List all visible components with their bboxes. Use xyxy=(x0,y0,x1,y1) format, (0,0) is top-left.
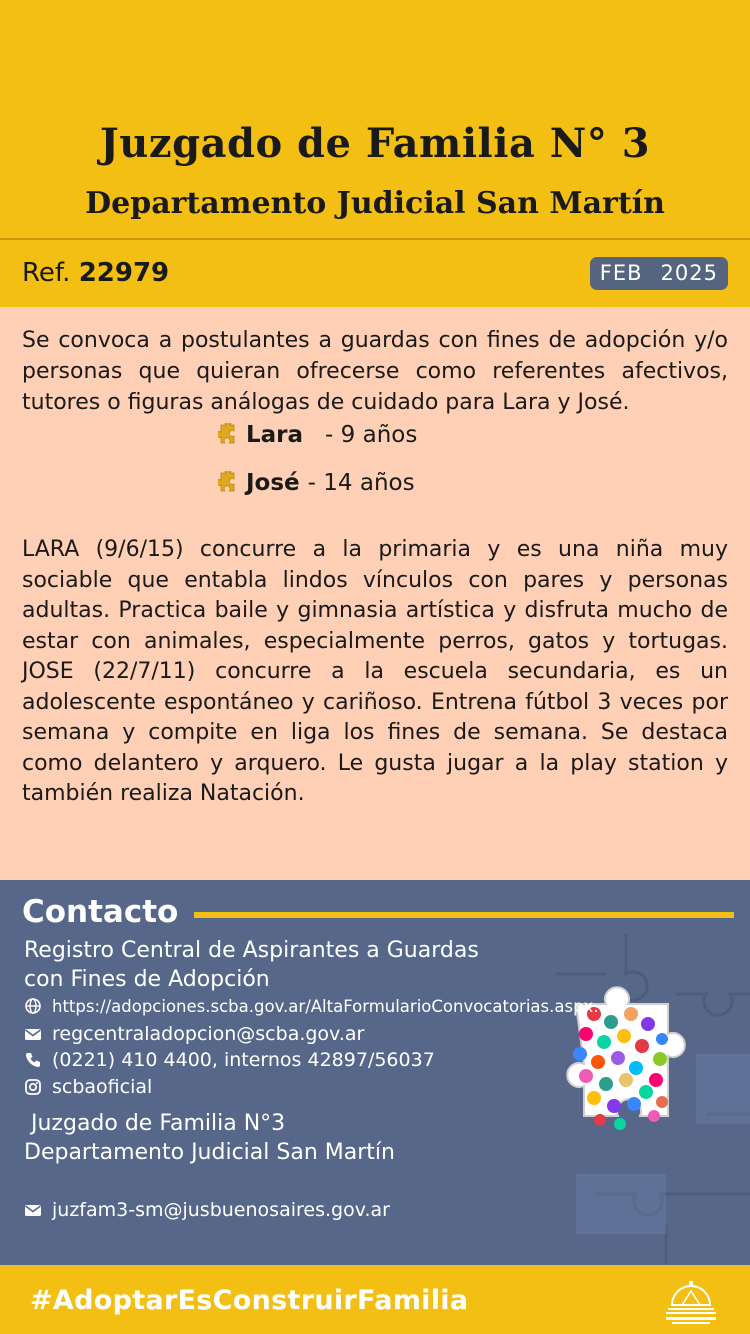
phone-row xyxy=(24,1049,435,1071)
globe-icon xyxy=(24,997,42,1015)
child-name: José xyxy=(246,470,300,496)
announcement-body xyxy=(0,307,750,880)
reference-bar xyxy=(0,240,750,307)
envelope-icon xyxy=(24,1025,42,1043)
court-email-row xyxy=(24,1199,390,1221)
contact-title: Contacto xyxy=(22,894,179,930)
description-paragraph: LARA (9/6/15) concurre a la primaria y es una niña muy sociable que entabla lindos vínculos con pares y personas adultas. Practica baile y gimnasia artística y disfruta mucho de estar con animales, especialmente perros, gatos y tortugas. JOSE (22/7/11) concurre a la escuela secundaria, es un adolescente espontáneo y cariñoso. Entrena fútbol 3 veces por semana y compite en liga los fines de semana. Se destaca como delantero y arquero. Le gusta jugar a la play station y también realiza Natación. xyxy=(22,537,728,806)
registry-name xyxy=(24,936,544,994)
footer xyxy=(0,1265,750,1334)
instagram-handle[interactable]: scbaoficial xyxy=(52,1076,153,1098)
intro-paragraph: Se convoca a postulantes a guardas con fines de adopción y/o personas que quieran ofrecerse como referentes afectivos, tutores o figuras análogas de cuidado para Lara y José. xyxy=(22,328,728,415)
email-row xyxy=(24,1023,364,1045)
instagram-row xyxy=(24,1076,152,1098)
child-age: - 9 años xyxy=(325,422,418,448)
child-age: - 14 años xyxy=(307,470,415,496)
contact-divider xyxy=(194,912,734,918)
child-item xyxy=(218,422,417,448)
date-badge xyxy=(590,257,728,290)
puzzle-piece-icon xyxy=(218,471,236,493)
header xyxy=(0,0,750,240)
website-row xyxy=(24,997,599,1016)
reference-number: 22979 xyxy=(78,258,170,288)
court-name-line1: Juzgado de Familia N°3 xyxy=(24,1111,286,1136)
puzzle-piece-icon xyxy=(218,423,236,445)
child-item xyxy=(218,470,415,496)
heart-puzzle-illustration xyxy=(556,934,750,1264)
registry-name-line2: con Fines de Adopción xyxy=(24,967,270,992)
court-name-line2: Departamento Judicial San Martín xyxy=(24,1140,395,1165)
phone-number[interactable]: (0221) 410 4400, internos 42897/56037 xyxy=(52,1049,435,1071)
reference-label: Ref. xyxy=(22,258,71,288)
reference xyxy=(22,258,169,288)
phone-icon xyxy=(24,1051,42,1069)
child-name: Lara xyxy=(246,422,304,448)
court-contact xyxy=(24,1109,395,1167)
registry-name-line1: Registro Central de Aspirantes a Guardas xyxy=(24,938,479,963)
website-link[interactable]: https://adopciones.scba.gov.ar/AltaFormularioConvocatorias.aspx. xyxy=(52,997,599,1016)
contact-section xyxy=(0,880,750,1265)
court-title: Juzgado de Familia N° 3 xyxy=(99,120,651,167)
date-year: 2025 xyxy=(660,261,718,285)
email-link[interactable]: regcentraladopcion@scba.gov.ar xyxy=(52,1023,365,1045)
envelope-icon xyxy=(24,1201,42,1219)
date-month: FEB xyxy=(599,261,643,285)
supreme-court-logo xyxy=(662,1275,720,1327)
instagram-icon xyxy=(24,1078,42,1096)
court-email-link[interactable]: juzfam3-sm@jusbuenosaires.gov.ar xyxy=(52,1199,390,1221)
court-department: Departamento Judicial San Martín xyxy=(85,186,665,221)
hashtag: #AdoptarEsConstruirFamilia xyxy=(30,1285,469,1316)
